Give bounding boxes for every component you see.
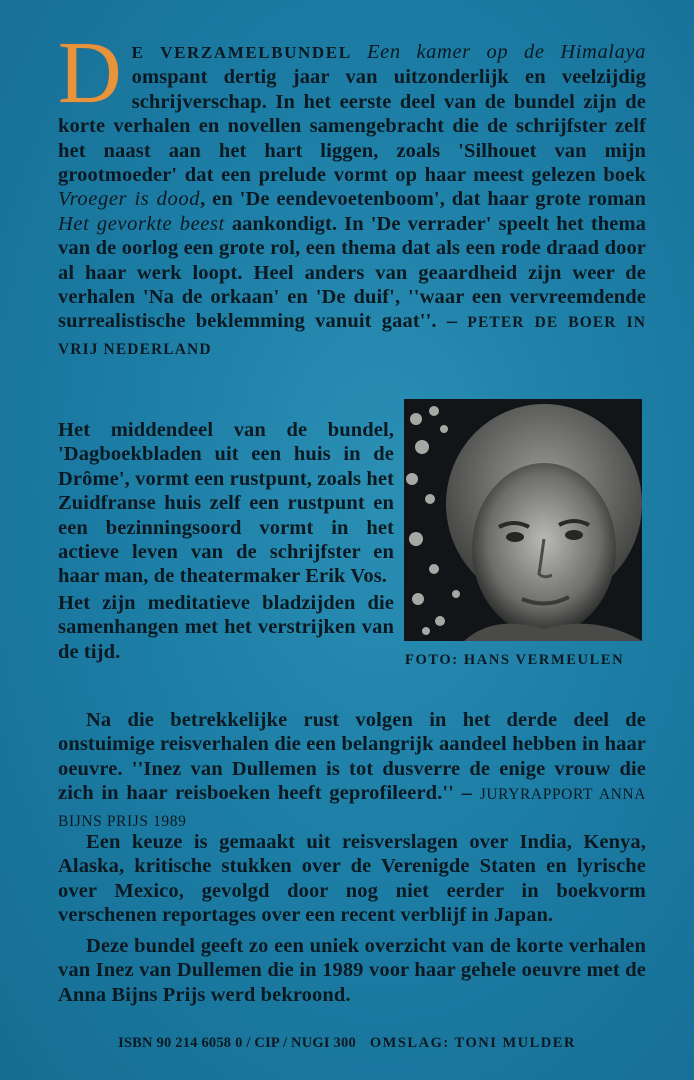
travel-section: [58, 708, 646, 834]
middle-paragraph-2: Het zijn meditatieve bladzijden die samenhangen met het verstrijken van de tijd.: [58, 591, 394, 663]
intro-text-2: , en 'De eendevoetenboom', dat haar grote roman: [200, 188, 646, 211]
travel-source: JURYRAPPORT ANNA BIJNS PRIJS 1989: [58, 786, 646, 830]
author-photo: [404, 399, 642, 641]
intro-text-3: aankondigt. In 'De verrader' speelt het thema van de oorlog een grote rol, een thema dat als een rode draad door al haar werk loopt. Heel anders van geaardheid zijn weer de verhalen 'Na de orkaan' en 'De duif', ''waar een vervreemdende surrealistische beklemming vanuit gaat''. –: [58, 212, 646, 333]
middle-section: [58, 418, 394, 664]
intro-paragraph: [58, 25, 647, 362]
book-title-vroeger: Vroeger is dood: [58, 188, 201, 211]
isbn-line: ISBN 90 214 6058 0 / CIP / NUGI 300: [118, 1035, 356, 1051]
travel-paragraph: Na die betrekkelijke rust volgen in het derde deel de onstuimige reisverhalen die een belangrijk aandeel hebben in haar oeuvre. ''Inez van Dullemen is tot dusverre de enige vrouw die zich in haar reisboeken heeft geprofileerd.'' –: [58, 709, 646, 805]
middle-paragraph: Het middendeel van de bundel, 'Dagboekbladen uit een huis in de Drôme', vormt een rustpunt, zoals het Zuidfranse huis zelf een rustpunt en een bezinningsoord vormt in het actieve leven van de schrijfster en haar man, de theatermaker Erik Vos.: [58, 419, 394, 588]
book-title-himalaya: Een kamer op de Himalaya: [367, 41, 647, 63]
choice-section: [58, 830, 646, 928]
book-title-beest: Het gevorkte beest: [58, 212, 225, 235]
photo-credit: FOTO: HANS VERMEULEN: [405, 652, 625, 668]
closing-paragraph: Deze bundel geeft zo een uniek overzicht van de korte verhalen van Inez van Dullemen die in 1989 voor haar gehele oeuvre met de Anna Bijns Prijs werd bekroond.: [58, 935, 646, 1006]
intro-text-1: omspant dertig jaar van uitzonderlijk en veelzijdig schrijverschap. In het eerste deel van de bundel zijn de korte verhalen en novellen samengebracht die de schrijfster zelf het naast aan het hart liggen, zoals 'Silhouet van mijn grootmoeder' dat een prelude vormt op haar meest gelezen boek: [58, 66, 646, 187]
author-portrait-image: [404, 399, 642, 641]
choice-paragraph: Een keuze is gemaakt uit reisverslagen over India, Kenya, Alaska, kritische stukken over de Verenigde Staten en lyrische over Mexico, gevolgd door nog niet eerder in boekvorm verschenen reportages over een recent verblijf in Japan.: [58, 831, 646, 927]
drop-cap: D: [58, 25, 122, 122]
colophon: [0, 1035, 694, 1052]
intro-lead-caps: E VERZAMELBUNDEL: [131, 43, 352, 62]
cover-credit: OMSLAG: TONI MULDER: [369, 1035, 576, 1051]
closing-section: [58, 934, 646, 1007]
intro-source: PETER DE BOER IN VRIJ NEDERLAND: [58, 314, 647, 358]
